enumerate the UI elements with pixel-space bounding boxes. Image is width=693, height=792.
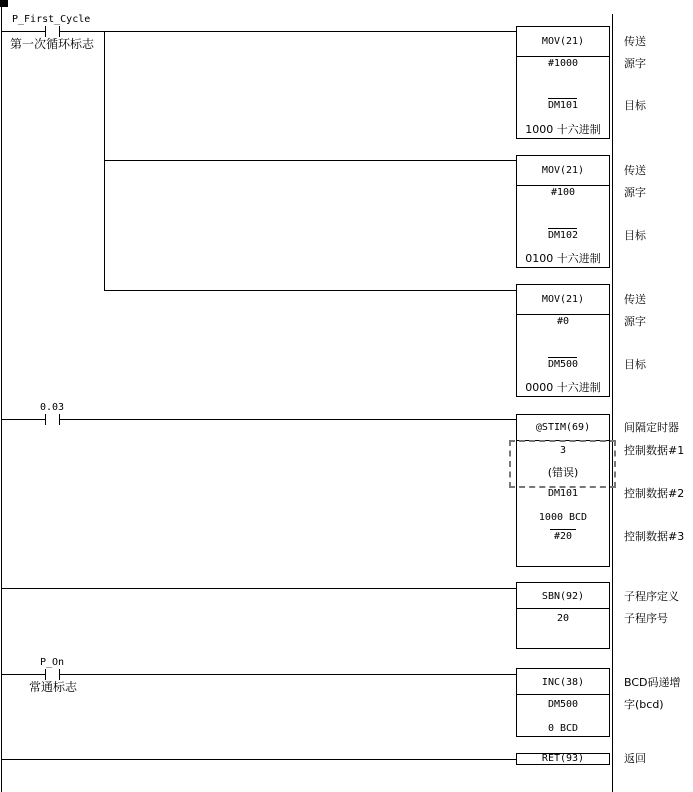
operand-value: 0000 十六进制 <box>525 381 601 394</box>
label-control-2: 控制数据#2 <box>624 487 685 500</box>
operand-value: 1000 十六进制 <box>525 123 601 136</box>
label-control-3: 控制数据#3 <box>624 530 685 543</box>
label-control-1: 控制数据#1 <box>624 444 685 457</box>
label-source: 源字 <box>624 315 646 328</box>
instruction-name: INC(38) <box>541 677 585 688</box>
label-name: 子程序定义 <box>624 590 679 603</box>
operand-error: (错误) <box>547 466 579 479</box>
operand-control-2: DM101 <box>547 488 579 499</box>
operand-destination: DM500 <box>547 359 579 370</box>
operand-control-3: #20 <box>553 531 573 542</box>
operand-source: #0 <box>556 316 570 327</box>
instruction-name: MOV(21) <box>541 294 585 305</box>
contact-address: 0.03 <box>40 402 65 413</box>
label-destination: 目标 <box>624 99 646 112</box>
label-destination: 目标 <box>624 229 646 242</box>
label-source: 源字 <box>624 186 646 199</box>
operand-source: #100 <box>550 187 576 198</box>
operand-value: 0 BCD <box>547 723 579 734</box>
label-source: 源字 <box>624 57 646 70</box>
operand-subroutine-number: 20 <box>556 613 570 624</box>
no-contact-003[interactable] <box>45 414 60 425</box>
instruction-name: SBN(92) <box>541 591 585 602</box>
instruction-name: @STIM(69) <box>535 422 591 433</box>
instruction-name: RET(93) <box>541 753 585 764</box>
contact-comment: 常通标志 <box>29 680 78 694</box>
operand-source: #1000 <box>547 58 579 69</box>
instruction-name: MOV(21) <box>541 36 585 47</box>
contact-comment: 第一次循环标志 <box>10 37 95 51</box>
label-name: 传送 <box>624 164 646 177</box>
operand-destination: DM101 <box>547 100 579 111</box>
label-name: 间隔定时器 <box>624 421 679 434</box>
operand-word: DM500 <box>547 699 579 710</box>
no-contact-p-on[interactable] <box>45 669 60 680</box>
right-power-rail <box>612 14 613 792</box>
label-name: BCD码递增 <box>624 676 681 689</box>
no-contact-first-cycle[interactable] <box>45 26 60 37</box>
contact-address: P_On <box>40 657 65 668</box>
operand-value: 0100 十六进制 <box>525 252 601 265</box>
label-destination: 目标 <box>624 358 646 371</box>
operand-control-1: 3 <box>559 445 567 456</box>
instruction-name: MOV(21) <box>541 165 585 176</box>
operand-control-2-value: 1000 BCD <box>538 512 588 523</box>
label-subroutine-number: 子程序号 <box>624 612 668 625</box>
label-name: 传送 <box>624 293 646 306</box>
operand-destination: DM102 <box>547 230 579 241</box>
label-name: 返回 <box>624 752 646 765</box>
contact-address: P_First_Cycle <box>12 14 91 25</box>
label-name: 传送 <box>624 35 646 48</box>
label-word: 字(bcd) <box>624 698 664 711</box>
